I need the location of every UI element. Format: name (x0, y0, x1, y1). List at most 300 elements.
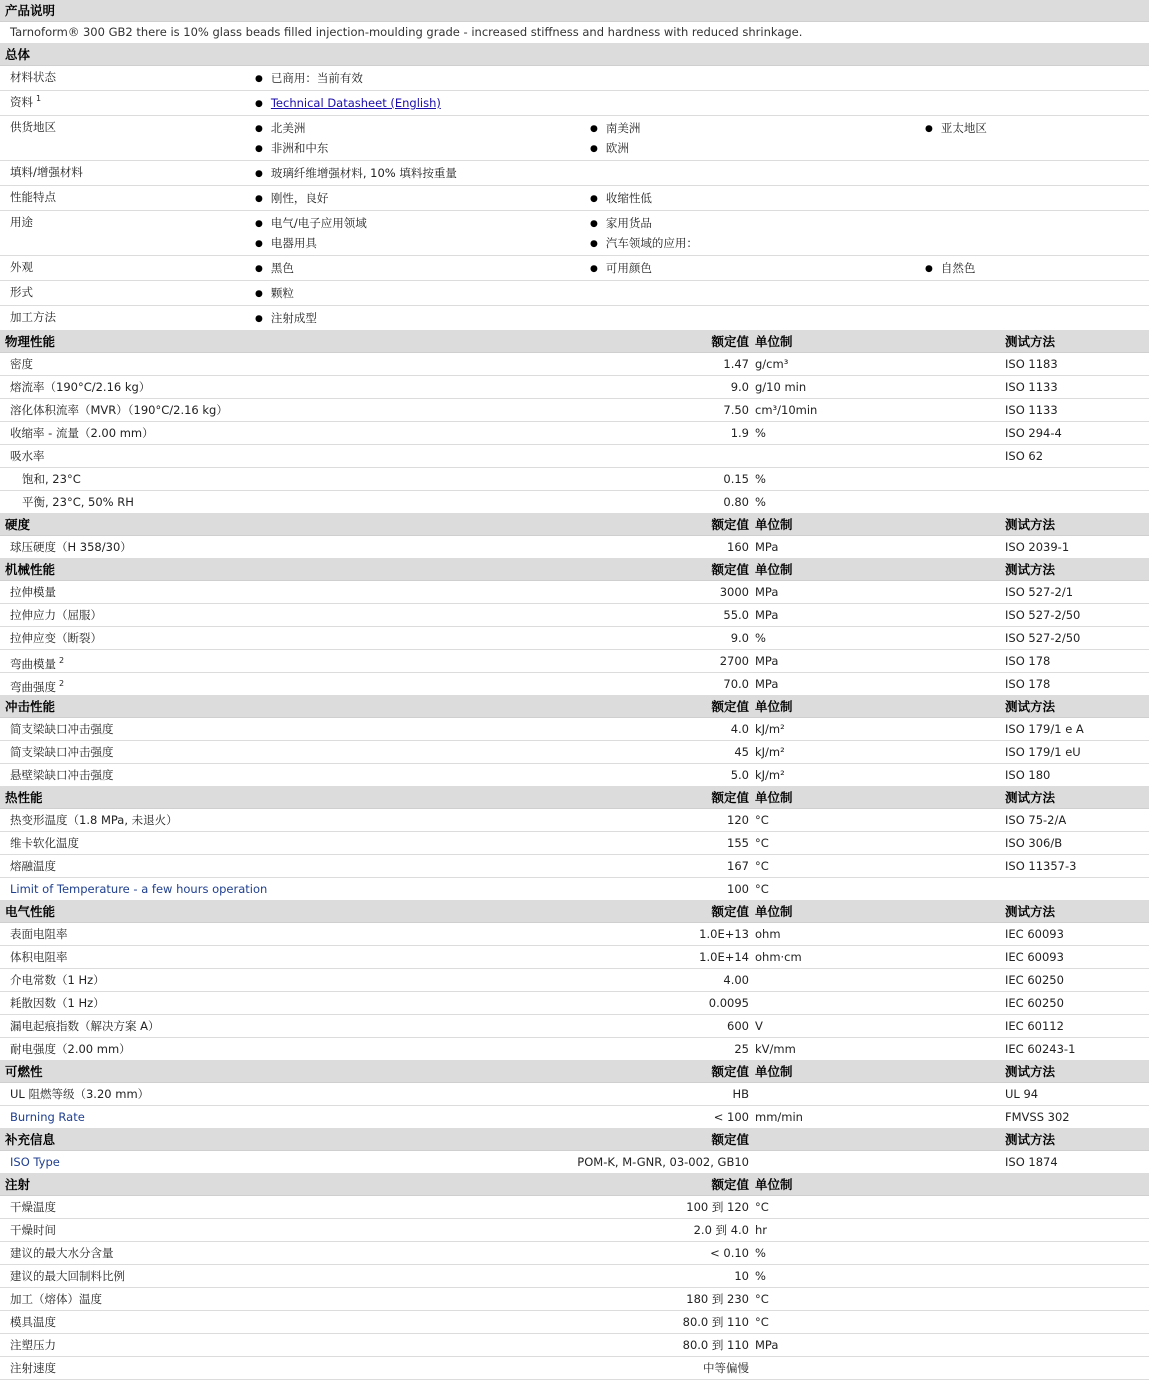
property-row (0, 1151, 1149, 1174)
bullet-item-text: 收缩性低 (605, 191, 652, 205)
section-title: 冲击性能 (5, 699, 56, 714)
general-row-label (10, 119, 56, 135)
grid-spacer (925, 213, 1125, 233)
property-unit: g/cm³ (755, 357, 789, 371)
property-unit: °C (755, 882, 769, 896)
property-value: 3000 (719, 585, 749, 599)
property-unit: cm³/10min (755, 403, 818, 417)
general-row (0, 256, 1149, 281)
property-row (0, 923, 1149, 946)
property-unit: ohm (755, 927, 781, 941)
column-header-method: 测试方法 (1005, 334, 1056, 349)
bullet-item (255, 213, 590, 233)
property-row (0, 878, 1149, 901)
general-row-values (255, 186, 1149, 210)
column-header-method: 测试方法 (1005, 790, 1056, 805)
property-unit: ohm·cm (755, 950, 802, 964)
test-method: ISO 527-2/50 (1005, 608, 1081, 622)
bullet-item (590, 233, 925, 253)
bullet-item (255, 308, 590, 328)
column-header-value: 额定值 (711, 790, 749, 805)
property-name-text: Limit of Temperature - a few hours operation (10, 882, 268, 896)
test-method: ISO 11357-3 (1005, 859, 1077, 873)
property-row (0, 468, 1149, 491)
property-name (10, 969, 105, 991)
property-name-text: 溶化体积流率（MVR）（190°C/2.16 kg） (10, 403, 228, 417)
bullet-item-text: 欧洲 (605, 141, 629, 155)
general-row (0, 186, 1149, 211)
property-name (10, 604, 102, 626)
property-value: 7.50 (723, 403, 749, 417)
property-name (10, 1357, 56, 1379)
column-header-value: 额定值 (711, 562, 749, 577)
bullet-item (925, 118, 1125, 138)
column-header-unit: 单位制 (755, 517, 793, 532)
bullet-item (925, 258, 1125, 278)
property-name (10, 946, 68, 968)
property-row (0, 1083, 1149, 1106)
property-unit: % (755, 1269, 766, 1283)
property-value: 4.00 (723, 973, 749, 987)
property-name-text: 简支梁缺口冲击强度 (10, 745, 114, 759)
bullet-item-text: 电气/电子应用领域 (270, 216, 367, 230)
bullet-item-text: 注射成型 (270, 311, 317, 325)
section-title: 注射 (5, 1177, 31, 1192)
property-name-text: 热变形温度（1.8 MPa, 未退火） (10, 813, 178, 827)
property-unit: °C (755, 1315, 769, 1329)
column-header-unit: 单位制 (755, 904, 793, 919)
property-name-text: UL 阻燃等级（3.20 mm） (10, 1087, 150, 1101)
property-row (0, 1288, 1149, 1311)
property-name-text: 表面电阻率 (10, 927, 68, 941)
property-value: 167 (727, 859, 749, 873)
section-title: 可燃性 (5, 1064, 43, 1079)
datasheet-link[interactable]: Technical Datasheet (English) (270, 96, 441, 110)
footnote-marker: 2 (59, 679, 65, 688)
bullet-item (590, 258, 925, 278)
bullet-item (590, 213, 925, 233)
property-name (10, 992, 105, 1014)
property-unit: MPa (755, 654, 779, 668)
property-unit: MPa (755, 585, 779, 599)
section-header (0, 901, 1149, 923)
column-header-unit: 单位制 (755, 1177, 793, 1192)
general-row (0, 281, 1149, 306)
property-row (0, 1106, 1149, 1129)
property-row (0, 718, 1149, 741)
column-header-method: 测试方法 (1005, 699, 1056, 714)
general-row (0, 306, 1149, 331)
general-row-values (255, 91, 1149, 115)
test-method: ISO 1133 (1005, 403, 1058, 417)
property-name-text: 拉伸模量 (10, 585, 56, 599)
general-row-label (10, 309, 56, 325)
section-header (0, 1174, 1149, 1196)
general-row (0, 161, 1149, 186)
test-method: ISO 2039-1 (1005, 540, 1070, 554)
test-method: IEC 60093 (1005, 927, 1064, 941)
section-title: 热性能 (5, 790, 43, 805)
column-header-method: 测试方法 (1005, 562, 1056, 577)
property-name-text: 球压硬度（H 358/30） (10, 540, 132, 554)
column-header-value: 额定值 (711, 1177, 749, 1192)
general-row-label (10, 214, 33, 230)
bullet-item-text: 家用货品 (605, 216, 652, 230)
section-header (0, 559, 1149, 581)
section-header (0, 331, 1149, 353)
property-row (0, 1334, 1149, 1357)
section-title: 电气性能 (5, 904, 56, 919)
property-name-text: 建议的最大水分含量 (10, 1246, 114, 1260)
property-value: 10 (734, 1269, 749, 1283)
property-name (10, 741, 114, 763)
property-name (10, 1196, 56, 1218)
product-description: Tarnoform® 300 GB2 there is 10% glass beads filled injection-moulding grade - increased stiffness and hardness with reduced shrinkage. (0, 22, 1149, 44)
bullet-item (255, 188, 590, 208)
general-row (0, 91, 1149, 116)
property-unit: mm/min (755, 1110, 803, 1124)
section-title: 补充信息 (5, 1132, 56, 1147)
general-row-label (10, 189, 56, 205)
column-header-value: 额定值 (711, 699, 749, 714)
property-name (10, 422, 154, 444)
column-header-value: 额定值 (711, 334, 749, 349)
general-row-values (255, 66, 1149, 90)
property-name-text: 漏电起痕指数（解决方案 A） (10, 1019, 160, 1033)
test-method: IEC 60243-1 (1005, 1042, 1076, 1056)
footnote-marker: 2 (59, 656, 65, 665)
general-row-values (255, 211, 1149, 255)
property-name-text: 悬壁梁缺口冲击强度 (10, 768, 114, 782)
property-name (10, 1334, 56, 1356)
general-table (0, 66, 1149, 331)
property-unit: kJ/m² (755, 722, 785, 736)
property-name (10, 1038, 131, 1060)
property-name (10, 399, 228, 421)
test-method: ISO 75-2/A (1005, 813, 1067, 827)
section-header (0, 1061, 1149, 1083)
property-name-text: 熔流率（190°C/2.16 kg） (10, 380, 151, 394)
bullet-item (255, 68, 590, 88)
property-row (0, 491, 1149, 514)
section-title: 硬度 (5, 517, 31, 532)
property-value: 9.0 (730, 380, 749, 394)
property-name-text: 弯曲强度 (10, 679, 56, 694)
label-text: 资料 (10, 95, 33, 109)
property-row (0, 422, 1149, 445)
property-value: 4.0 (730, 722, 749, 736)
property-name (10, 1288, 102, 1310)
section-header (0, 1129, 1149, 1151)
property-name (10, 764, 114, 786)
bullet-item-text: 自然色 (940, 261, 976, 275)
property-name (10, 718, 114, 740)
property-value: 中等偏慢 (703, 1361, 749, 1375)
property-name-text: 拉伸应变（断裂） (10, 631, 102, 645)
label-text: 形式 (10, 285, 33, 299)
property-row (0, 832, 1149, 855)
property-name-text: 密度 (10, 357, 33, 371)
property-name (10, 445, 45, 467)
column-header-value: 额定值 (711, 517, 749, 532)
property-name (10, 855, 56, 877)
property-row (0, 673, 1149, 696)
property-value: 80.0 到 110 (682, 1315, 749, 1329)
property-name (10, 581, 56, 603)
property-unit: % (755, 1246, 766, 1260)
column-header-unit: 单位制 (755, 562, 793, 577)
general-row (0, 211, 1149, 256)
general-row-values (255, 161, 1149, 185)
property-name (10, 1083, 149, 1105)
property-name-text: 体积电阻率 (10, 950, 68, 964)
column-header-unit: 单位制 (755, 790, 793, 805)
section-header (0, 514, 1149, 536)
property-value: 25 (734, 1042, 749, 1056)
general-row (0, 116, 1149, 161)
section-title: 机械性能 (5, 562, 56, 577)
property-name-text: 耗散因数（1 Hz） (10, 996, 105, 1010)
property-row (0, 353, 1149, 376)
property-value: 2700 (719, 654, 749, 668)
property-name-text: 拉伸应力（屈服） (10, 608, 102, 622)
property-value: 100 到 120 (686, 1200, 749, 1214)
property-name-text: Burning Rate (10, 1110, 85, 1124)
property-name (10, 1242, 114, 1264)
property-name (10, 832, 79, 854)
test-method: ISO 178 (1005, 677, 1051, 691)
property-row (0, 1357, 1149, 1380)
property-name-text: 维卡软化温度 (10, 836, 79, 850)
property-unit: MPa (755, 677, 779, 691)
property-name-text: 干燥温度 (10, 1200, 56, 1214)
property-name-text: 饱和, 23°C (22, 472, 81, 486)
test-method: IEC 60250 (1005, 973, 1064, 987)
bullet-item (255, 163, 590, 183)
property-name (10, 353, 33, 375)
property-name-text: 收缩率 - 流量（2.00 mm） (10, 426, 154, 440)
property-row (0, 445, 1149, 468)
column-header-value: 额定值 (711, 904, 749, 919)
general-row (0, 66, 1149, 91)
property-unit: V (755, 1019, 763, 1033)
property-name-text: ISO Type (10, 1155, 60, 1169)
property-unit: % (755, 631, 766, 645)
property-row (0, 1242, 1149, 1265)
bullet-item-text: 玻璃纤维增强材料, 10% 填料按重量 (270, 166, 457, 180)
label-text: 用途 (10, 215, 33, 229)
test-method: IEC 60112 (1005, 1019, 1064, 1033)
property-row (0, 581, 1149, 604)
property-unit: % (755, 472, 766, 486)
column-header-method: 测试方法 (1005, 517, 1056, 532)
property-name (10, 1265, 125, 1287)
property-name (10, 376, 150, 398)
label-text: 加工方法 (10, 310, 56, 324)
property-value: 70.0 (723, 677, 749, 691)
test-method: ISO 179/1 e A (1005, 722, 1084, 736)
property-unit: kV/mm (755, 1042, 796, 1056)
property-name-text: 耐电强度（2.00 mm） (10, 1042, 131, 1056)
property-row (0, 809, 1149, 832)
label-text: 供货地区 (10, 120, 56, 134)
bullet-item-text: 可用颜色 (605, 261, 652, 275)
bullet-item-text: 汽车领域的应用： (605, 236, 698, 250)
general-row-label (10, 284, 33, 300)
property-name (10, 536, 132, 558)
column-header-value: 额定值 (711, 1064, 749, 1079)
property-value: 0.0095 (708, 996, 749, 1010)
bullet-item (255, 93, 590, 113)
property-name-text: 注塑压力 (10, 1338, 56, 1352)
property-row (0, 650, 1149, 673)
section-header (0, 696, 1149, 718)
bullet-item-text: 已商用：当前有效 (270, 71, 363, 85)
property-name (10, 1151, 60, 1173)
column-header-method: 测试方法 (1005, 1064, 1056, 1079)
property-name (10, 1015, 160, 1037)
property-row (0, 536, 1149, 559)
property-row (0, 1311, 1149, 1334)
property-unit: hr (755, 1223, 768, 1237)
property-value: 600 (727, 1019, 749, 1033)
column-header-method: 测试方法 (1005, 904, 1056, 919)
property-sections (0, 331, 1149, 1380)
property-name-text: 模具温度 (10, 1315, 56, 1329)
property-unit: MPa (755, 1338, 779, 1352)
bullet-item-text: 刚性，良好 (270, 191, 329, 205)
bullet-item-text: 亚太地区 (940, 121, 987, 135)
property-row (0, 1038, 1149, 1061)
property-row (0, 764, 1149, 787)
section-title: 产品说明 (5, 3, 56, 18)
bullet-item-text: 南美洲 (605, 121, 641, 135)
test-method: IEC 60250 (1005, 996, 1064, 1010)
property-value: POM-K, M-GNR, 03-002, GB10 (577, 1155, 749, 1169)
property-value: 180 到 230 (686, 1292, 749, 1306)
property-value: 2.0 到 4.0 (693, 1223, 749, 1237)
bullet-item-text: 电器用具 (270, 236, 317, 250)
section-header (0, 787, 1149, 809)
column-header-unit: 单位制 (755, 334, 793, 349)
bullet-item (255, 283, 590, 303)
property-value: 5.0 (730, 768, 749, 782)
property-unit: g/10 min (755, 380, 807, 394)
property-row (0, 855, 1149, 878)
general-row-values (255, 256, 1149, 280)
property-name-text: 注射速度 (10, 1361, 56, 1375)
property-value: < 0.10 (710, 1246, 749, 1260)
property-name (10, 1219, 56, 1241)
label-text: 外观 (10, 260, 33, 274)
property-row (0, 376, 1149, 399)
column-header-unit: 单位制 (755, 699, 793, 714)
property-value: 0.15 (723, 472, 749, 486)
property-name-text: 平衡, 23°C, 50% RH (22, 495, 134, 509)
general-row-values (255, 306, 1149, 330)
property-value: 0.80 (723, 495, 749, 509)
bullet-item-text: 颗粒 (270, 286, 294, 300)
bullet-item-text: 黑色 (270, 261, 294, 275)
property-value: 160 (727, 540, 749, 554)
test-method: ISO 179/1 eU (1005, 745, 1081, 759)
property-unit: °C (755, 1200, 769, 1214)
property-value: 55.0 (723, 608, 749, 622)
general-row-values (255, 281, 1149, 305)
property-unit: kJ/m² (755, 745, 785, 759)
property-name-text: 介电常数（1 Hz） (10, 973, 105, 987)
property-value: 1.0E+13 (699, 927, 749, 941)
bullet-item (255, 258, 590, 278)
section-header-description (0, 0, 1149, 22)
property-value: 120 (727, 813, 749, 827)
property-row (0, 992, 1149, 1015)
property-value: 155 (727, 836, 749, 850)
property-value: < 100 (713, 1110, 749, 1124)
test-method: ISO 1183 (1005, 357, 1058, 371)
test-method: ISO 178 (1005, 654, 1051, 668)
bullet-item-text: 非洲和中东 (270, 141, 329, 155)
property-row (0, 1196, 1149, 1219)
test-method: ISO 527-2/50 (1005, 631, 1081, 645)
property-name (10, 1311, 56, 1333)
property-unit: MPa (755, 540, 779, 554)
property-name (10, 809, 178, 831)
bullet-item (590, 138, 925, 158)
section-title: 物理性能 (5, 334, 56, 349)
bullet-item (255, 233, 590, 253)
property-value: 100 (727, 882, 749, 896)
property-row (0, 741, 1149, 764)
property-name (10, 673, 64, 698)
property-row (0, 1265, 1149, 1288)
property-name-text: 简支梁缺口冲击强度 (10, 722, 114, 736)
column-header-method: 测试方法 (1005, 1132, 1056, 1147)
property-unit: °C (755, 859, 769, 873)
test-method: FMVSS 302 (1005, 1110, 1070, 1124)
property-row (0, 969, 1149, 992)
property-row (0, 604, 1149, 627)
test-method: IEC 60093 (1005, 950, 1064, 964)
section-header-general (0, 44, 1149, 66)
test-method: UL 94 (1005, 1087, 1039, 1101)
test-method: ISO 527-2/1 (1005, 585, 1074, 599)
property-name-text: 熔融温度 (10, 859, 56, 873)
property-name-text: 建议的最大回制料比例 (10, 1269, 125, 1283)
property-name-text: 吸水率 (10, 449, 45, 463)
property-value: HB (732, 1087, 749, 1101)
label-text: 性能特点 (10, 190, 56, 204)
property-name-text: 加工（熔体）温度 (10, 1292, 102, 1306)
general-row-label (10, 94, 41, 110)
property-value: 1.9 (730, 426, 749, 440)
property-value: 45 (734, 745, 749, 759)
bullet-item (590, 118, 925, 138)
general-row-label (10, 259, 33, 275)
property-unit: °C (755, 813, 769, 827)
footnote-marker: 1 (36, 94, 42, 104)
property-name-text: 干燥时间 (10, 1223, 56, 1237)
property-row (0, 1015, 1149, 1038)
property-row (0, 627, 1149, 650)
test-method: ISO 306/B (1005, 836, 1063, 850)
test-method: ISO 180 (1005, 768, 1051, 782)
bullet-item (255, 138, 590, 158)
property-value: 9.0 (730, 631, 749, 645)
property-name (10, 650, 64, 675)
bullet-item (590, 188, 925, 208)
property-row (0, 1219, 1149, 1242)
